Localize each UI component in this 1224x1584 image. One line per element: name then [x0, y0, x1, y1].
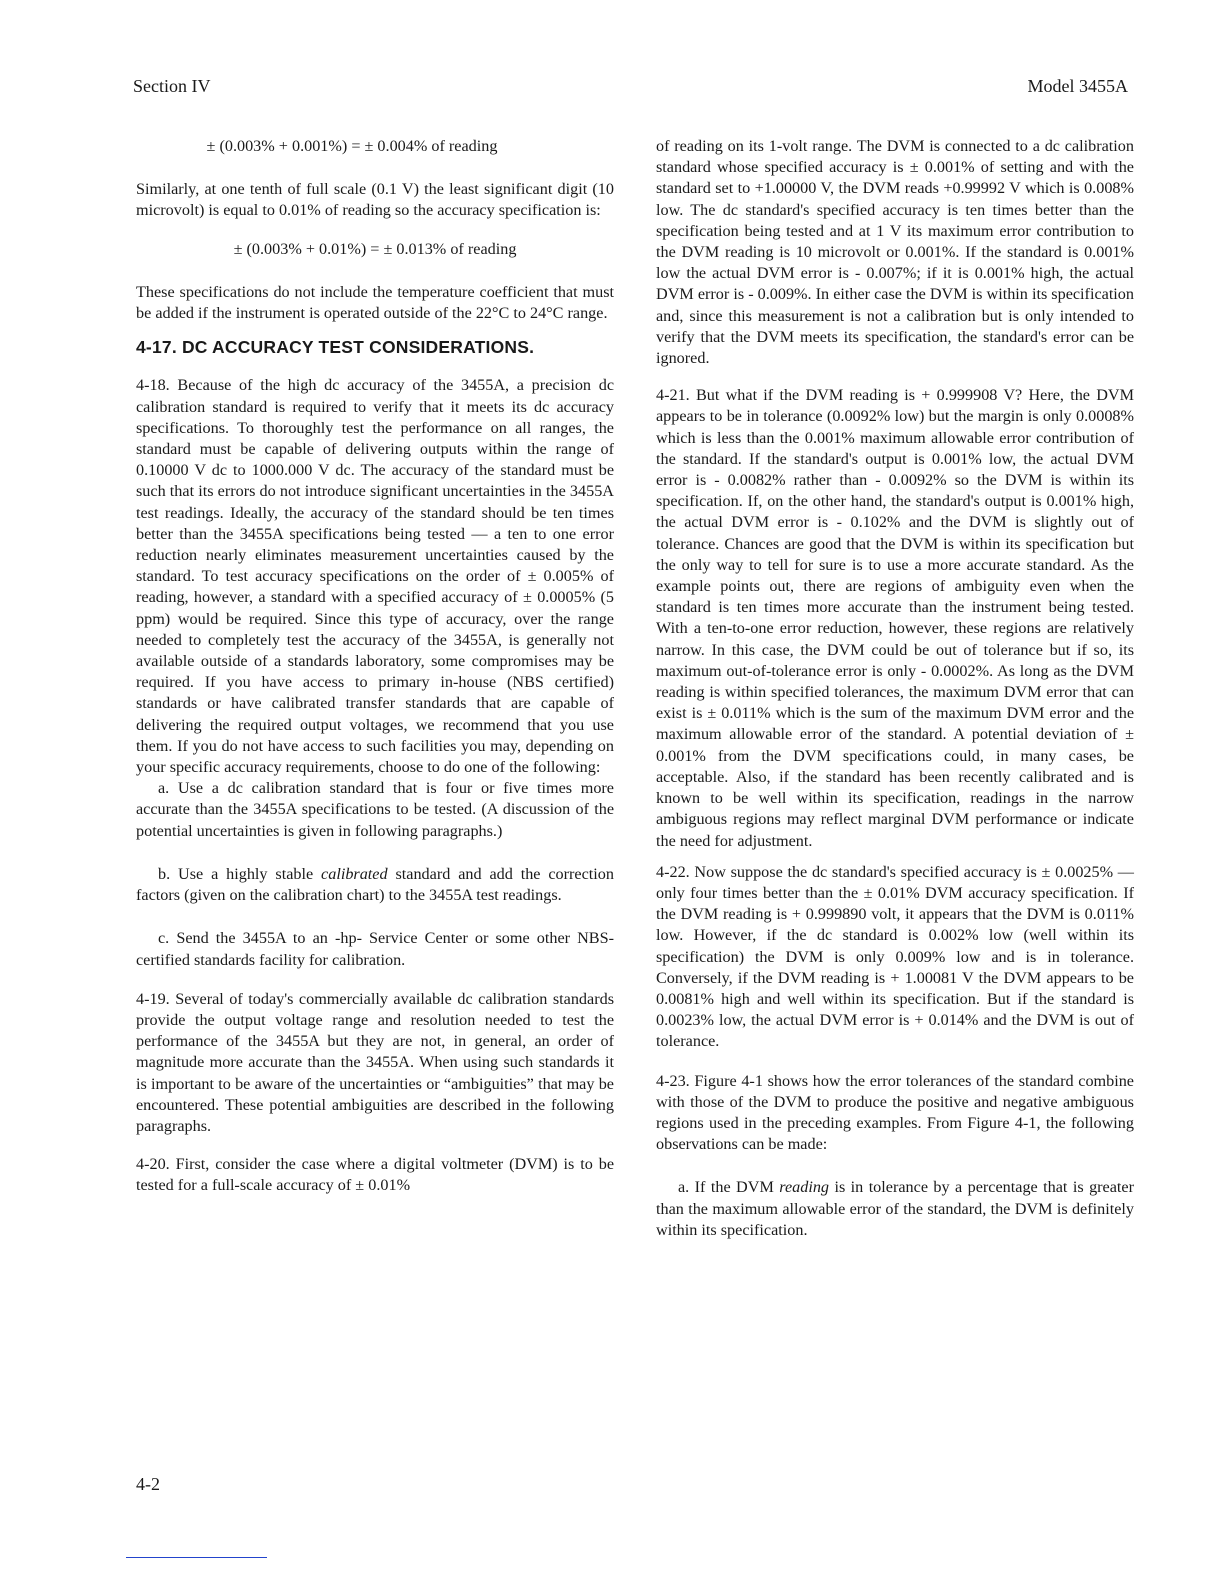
paragraph-4-23: 4-23. Figure 4-1 shows how the error tolerances of the standard combine with those of the DVM to produce the positive and negative ambiguous regions used in the preceding examples. From Figure 4-1, the following observations can be made:: [656, 1071, 1134, 1154]
paragraph-4-20: 4-20. First, consider the case where a digital voltmeter (DVM) is to be tested for a full-scale accuracy of ± 0.01%: [136, 1155, 614, 1195]
left-column: [136, 136, 614, 1197]
paragraph-similarly: Similarly, at one tenth of full scale (0.1 V) the least significant digit (10 microvolt) is equal to 0.01% of reading so the accuracy specification is:: [136, 180, 614, 220]
paragraph-4-22: 4-22. Now suppose the dc standard's specified accuracy is ± 0.0025% — only four times better than the ± 0.01% DVM accuracy specification. If the DVM reading is + 0.999890 volt, it appears that the DVM is 0.011% low. However, if the dc standard is 0.002% low (well within its specification) the DVM is only 0.009% low and is in tolerance. Conversely, if the DVM reading is + 1.00081 V the DVM appears to be 0.0081% high and well within its specification. But if the standard is 0.0023% low, the actual DVM error is + 0.014% and the DVM is out of tolerance.: [656, 862, 1134, 1051]
page-number: 4-2: [136, 1474, 160, 1494]
paragraph-4-20-continued: of reading on its 1-volt range. The DVM is connected to a dc calibration standard whose specified accuracy is ± 0.001% of setting and with the standard set to +1.00000 V, the DVM reads +0.99992 V which is 0.008% low. The dc standard's specified accuracy is ten times better than the specification being tested and at 1 V its maximum error contribution to the DVM reading is 10 microvolt or 0.001%. If the standard is 0.001% low the actual DVM error is - 0.007%; if it is 0.001% high, the actual DVM error is - 0.009%. In either case the DVM is within its specification and, since this measurement is not a calibration but is only intended to verify that the DVM meets its specification, the standard's error can be ignored.: [656, 137, 1134, 368]
equation-2: ± (0.003% + 0.01%) = ± 0.013% of reading: [233, 239, 517, 258]
section-heading: 4-17. DC ACCURACY TEST CONSIDERATIONS.: [136, 337, 535, 358]
paragraph-4-19: 4-19. Several of today's commercially available dc calibration standards provide the output voltage range and resolution needed to test the performance of the 3455A but they are not, in general, an order of magnitude more accurate than the 3455A. When using such standards it is important to be aware of the uncertainties or “ambiguities” that may be encountered. These potential ambiguities are described in the following paragraphs.: [136, 989, 614, 1135]
list-item-a: a. Use a dc calibration standard that is four or five times more accurate than the 3455A specifications to be tested. (A discussion of the potential uncertainties is given in following paragraphs.): [136, 779, 614, 840]
model-label: Model 3455A: [1027, 76, 1128, 96]
observation-item-a: a. If the DVM reading is in tolerance by a percentage that is greater than the maximum allowable error of the standard, the DVM is definitely within its specification.: [656, 1178, 1135, 1239]
paragraph-4-18: 4-18. Because of the high dc accuracy of the 3455A, a precision dc calibration standard is required to verify that it meets its dc accuracy specifications. To thoroughly test the performance on all ranges, the standard must be capable of delivering outputs within the range of 0.10000 V dc to 1000.000 V dc. The accuracy of the standard must be such that its errors do not introduce significant uncertainties in the 3455A test readings. Ideally, the accuracy of the standard should be ten times better than the 3455A specifications being tested — a ten to one error reduction nearly eliminates measurement uncertainties caused by the standard. To test accuracy specifications on the order of ± 0.005% of reading, however, a standard with a specified accuracy of ± 0.0005% (5 ppm) would be required. Since this type of accuracy, over the range needed to completely test the accuracy of the 3455A, is generally not available outside of a standards laboratory, some compromises may be required. If you have access to primary in-house (NBS certified) standards or have calibrated transfer standards that are capable of delivering the required output voltages, we recommend that you use them. If you do not have access to such facilities you may, depending on your specific accuracy requirements, choose to do one of the following:: [136, 376, 614, 777]
section-label: Section IV: [133, 76, 211, 96]
equation-1: ± (0.003% + 0.001%) = ± 0.004% of reading: [206, 137, 498, 155]
list-item-b: b. Use a highly stable calibrated standard and add the correction factors (given on the calibration chart) to the 3455A test readings.: [136, 864, 614, 905]
list-item-c: c. Send the 3455A to an -hp- Service Center or some other NBS-certified standards facility for calibration.: [136, 929, 614, 969]
footer-divider: [126, 1557, 267, 1558]
paragraph-temperature: These specifications do not include the temperature coefficient that must be added if the instrument is operated outside of the 22°C to 24°C range.: [136, 282, 614, 323]
right-column: [656, 136, 1134, 1241]
paragraph-4-21: 4-21. But what if the DVM reading is + 0.999908 V? Here, the DVM appears to be in tolerance (0.0092% low) but the margin is only 0.0008% which is less than the 0.001% maximum allowable error contribution of the standard. If the standard's output is 0.001% low, the actual DVM error is - 0.0082% rather than - 0.0092% so the DVM is within its specification. If, on the other hand, the standard's output is 0.001% high, the actual DVM error is - 0.102% and the DVM is slightly out of tolerance. Chances are good that the DVM is within its specification but the only way to tell for sure is to use a more accurate standard. As the example points out, there are regions of ambiguity even when the standard is ten times more accurate than the instrument being tested. With a ten-to-one error reduction, however, these regions are relatively narrow. In this case, the DVM could be out of tolerance but if so, its maximum out-of-tolerance error is only - 0.0002%. As long as the DVM reading is within specified tolerances, the maximum DVM error that can exist is ± 0.011% which is the sum of the maximum DVM error and the maximum allowable error of the standard. A potential deviation of ± 0.001% from the DVM specifications could, in many cases, be acceptable. Also, if the standard has been recently calibrated and is known to be well within its specification, readings in the narrow ambiguous regions may reflect marginal DVM performance or indicate the need for adjustment.: [656, 386, 1134, 850]
